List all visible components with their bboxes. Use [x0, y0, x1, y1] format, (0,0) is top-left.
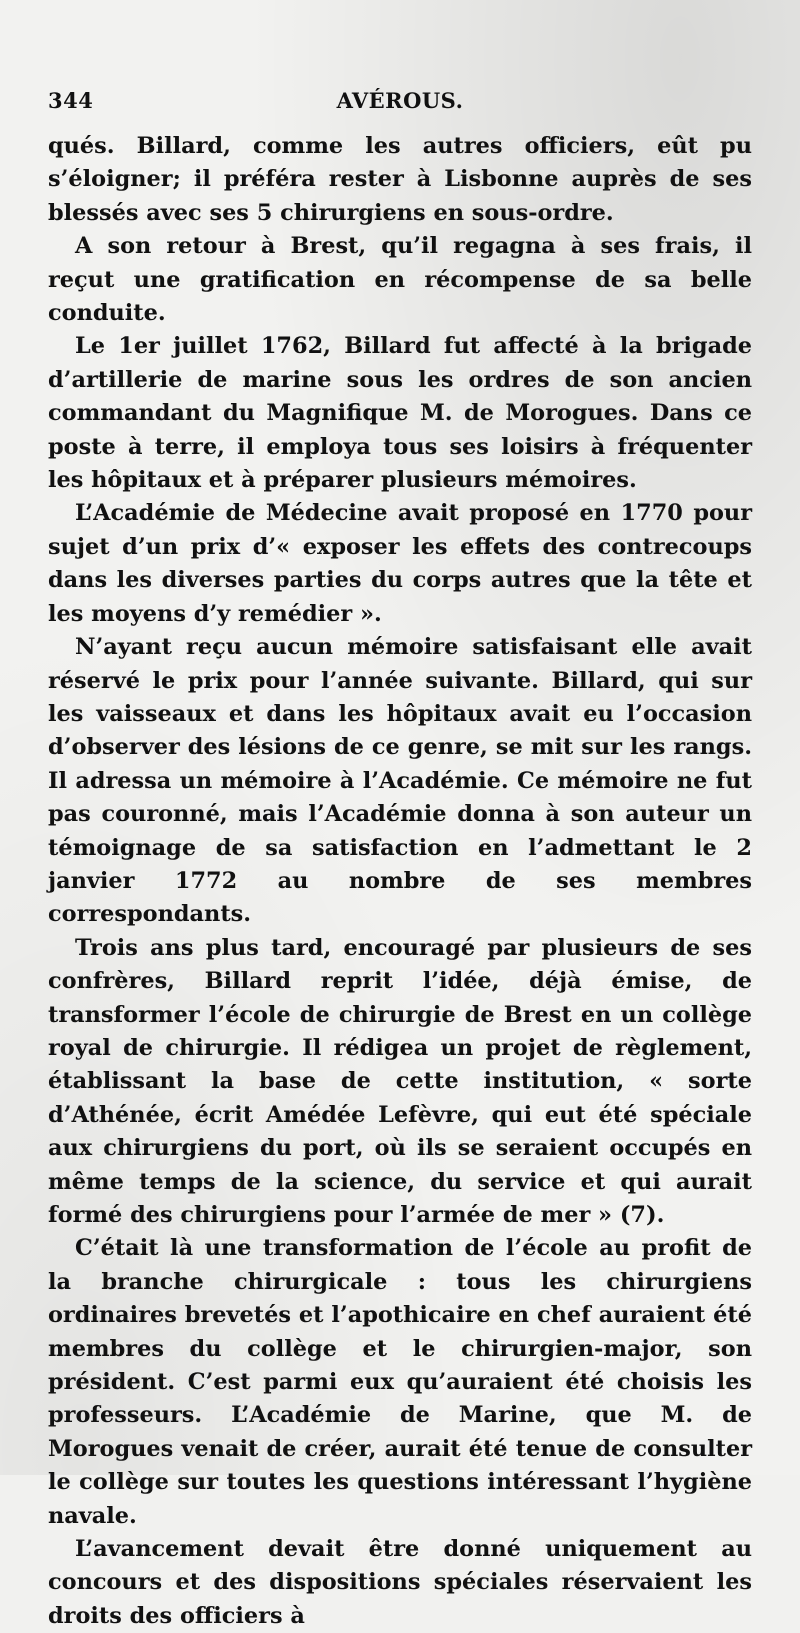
paragraph: C’était là une transformation de l’école au profit de la branche chirurgicale : tous les chirurgiens ordinaires brevetés et l’apothicaire en chef auraient été membres du collège et le chirurgien-major, son président. C’est parmi eux qu’auraient été choisis les professeurs. L’Académie de Marine, que M. de Morogues venait de créer, aurait été tenue de consulter le collège sur toutes les questions intéressant l’hygiène navale. [48, 1235, 752, 1529]
running-title: AVÉROUS. [336, 88, 464, 113]
paragraph: N’ayant reçu aucun mémoire satisfaisant elle avait réservé le prix pour l’année suivante. Billard, qui sur les vaisseaux et dans les hôpitaux avait eu l’occasion d’observer des lésions de ce genre, se mit sur les rangs. Il adressa un mémoire à l’Académie. Ce mémoire ne fut pas couronné, mais l’Académie donna à son auteur un témoignage de sa satisfaction en l’admettant le 2 janvier 1772 au nombre de ses membres correspondants. [48, 634, 752, 928]
paragraph: Le 1er juillet 1762, Billard fut affecté à la brigade d’artillerie de marine sous les ordres de son ancien commandant du Magnifique M. de Morogues. Dans ce poste à terre, il employa tous ses loisirs à fréquenter les hôpitaux et à préparer plusieurs mémoires. [48, 333, 752, 494]
page-header [48, 88, 752, 118]
paragraph: L’Académie de Médecine avait proposé en 1770 pour sujet d’un prix d’« exposer les effets des contrecoups dans les diverses parties du corps autres que la tête et les moyens d’y remédier ». [48, 500, 752, 627]
paragraph: L’avancement devait être donné uniquement au concours et des dispositions spéciales réservaient les droits des officiers à [48, 1536, 752, 1629]
paragraph: qués. Billard, comme les autres officiers, eût pu s’éloigner; il préféra rester à Lisbonne auprès de ses blessés avec ses 5 chirurgiens en sous-ordre. [48, 133, 752, 226]
page-number: 344 [48, 88, 94, 113]
body-text [48, 130, 752, 1633]
paragraph: A son retour à Brest, qu’il regagna à ses frais, il reçut une gratification en récompense de sa belle conduite. [48, 233, 752, 327]
paragraph: Trois ans plus tard, encouragé par plusieurs de ses confrères, Billard reprit l’idée, déjà émise, de transformer l’école de chirurgie de Brest en un collège royal de chirurgie. Il rédigea un projet de règlement, établissant la base de cette institution, « sorte d’Athénée, écrit Amédée Lefèvre, qui eut été spéciale aux chirurgiens du port, où ils se seraient occupés en même temps de la science, du service et qui aurait formé des chirurgiens pour l’armée de mer » (7). [48, 934, 752, 1228]
